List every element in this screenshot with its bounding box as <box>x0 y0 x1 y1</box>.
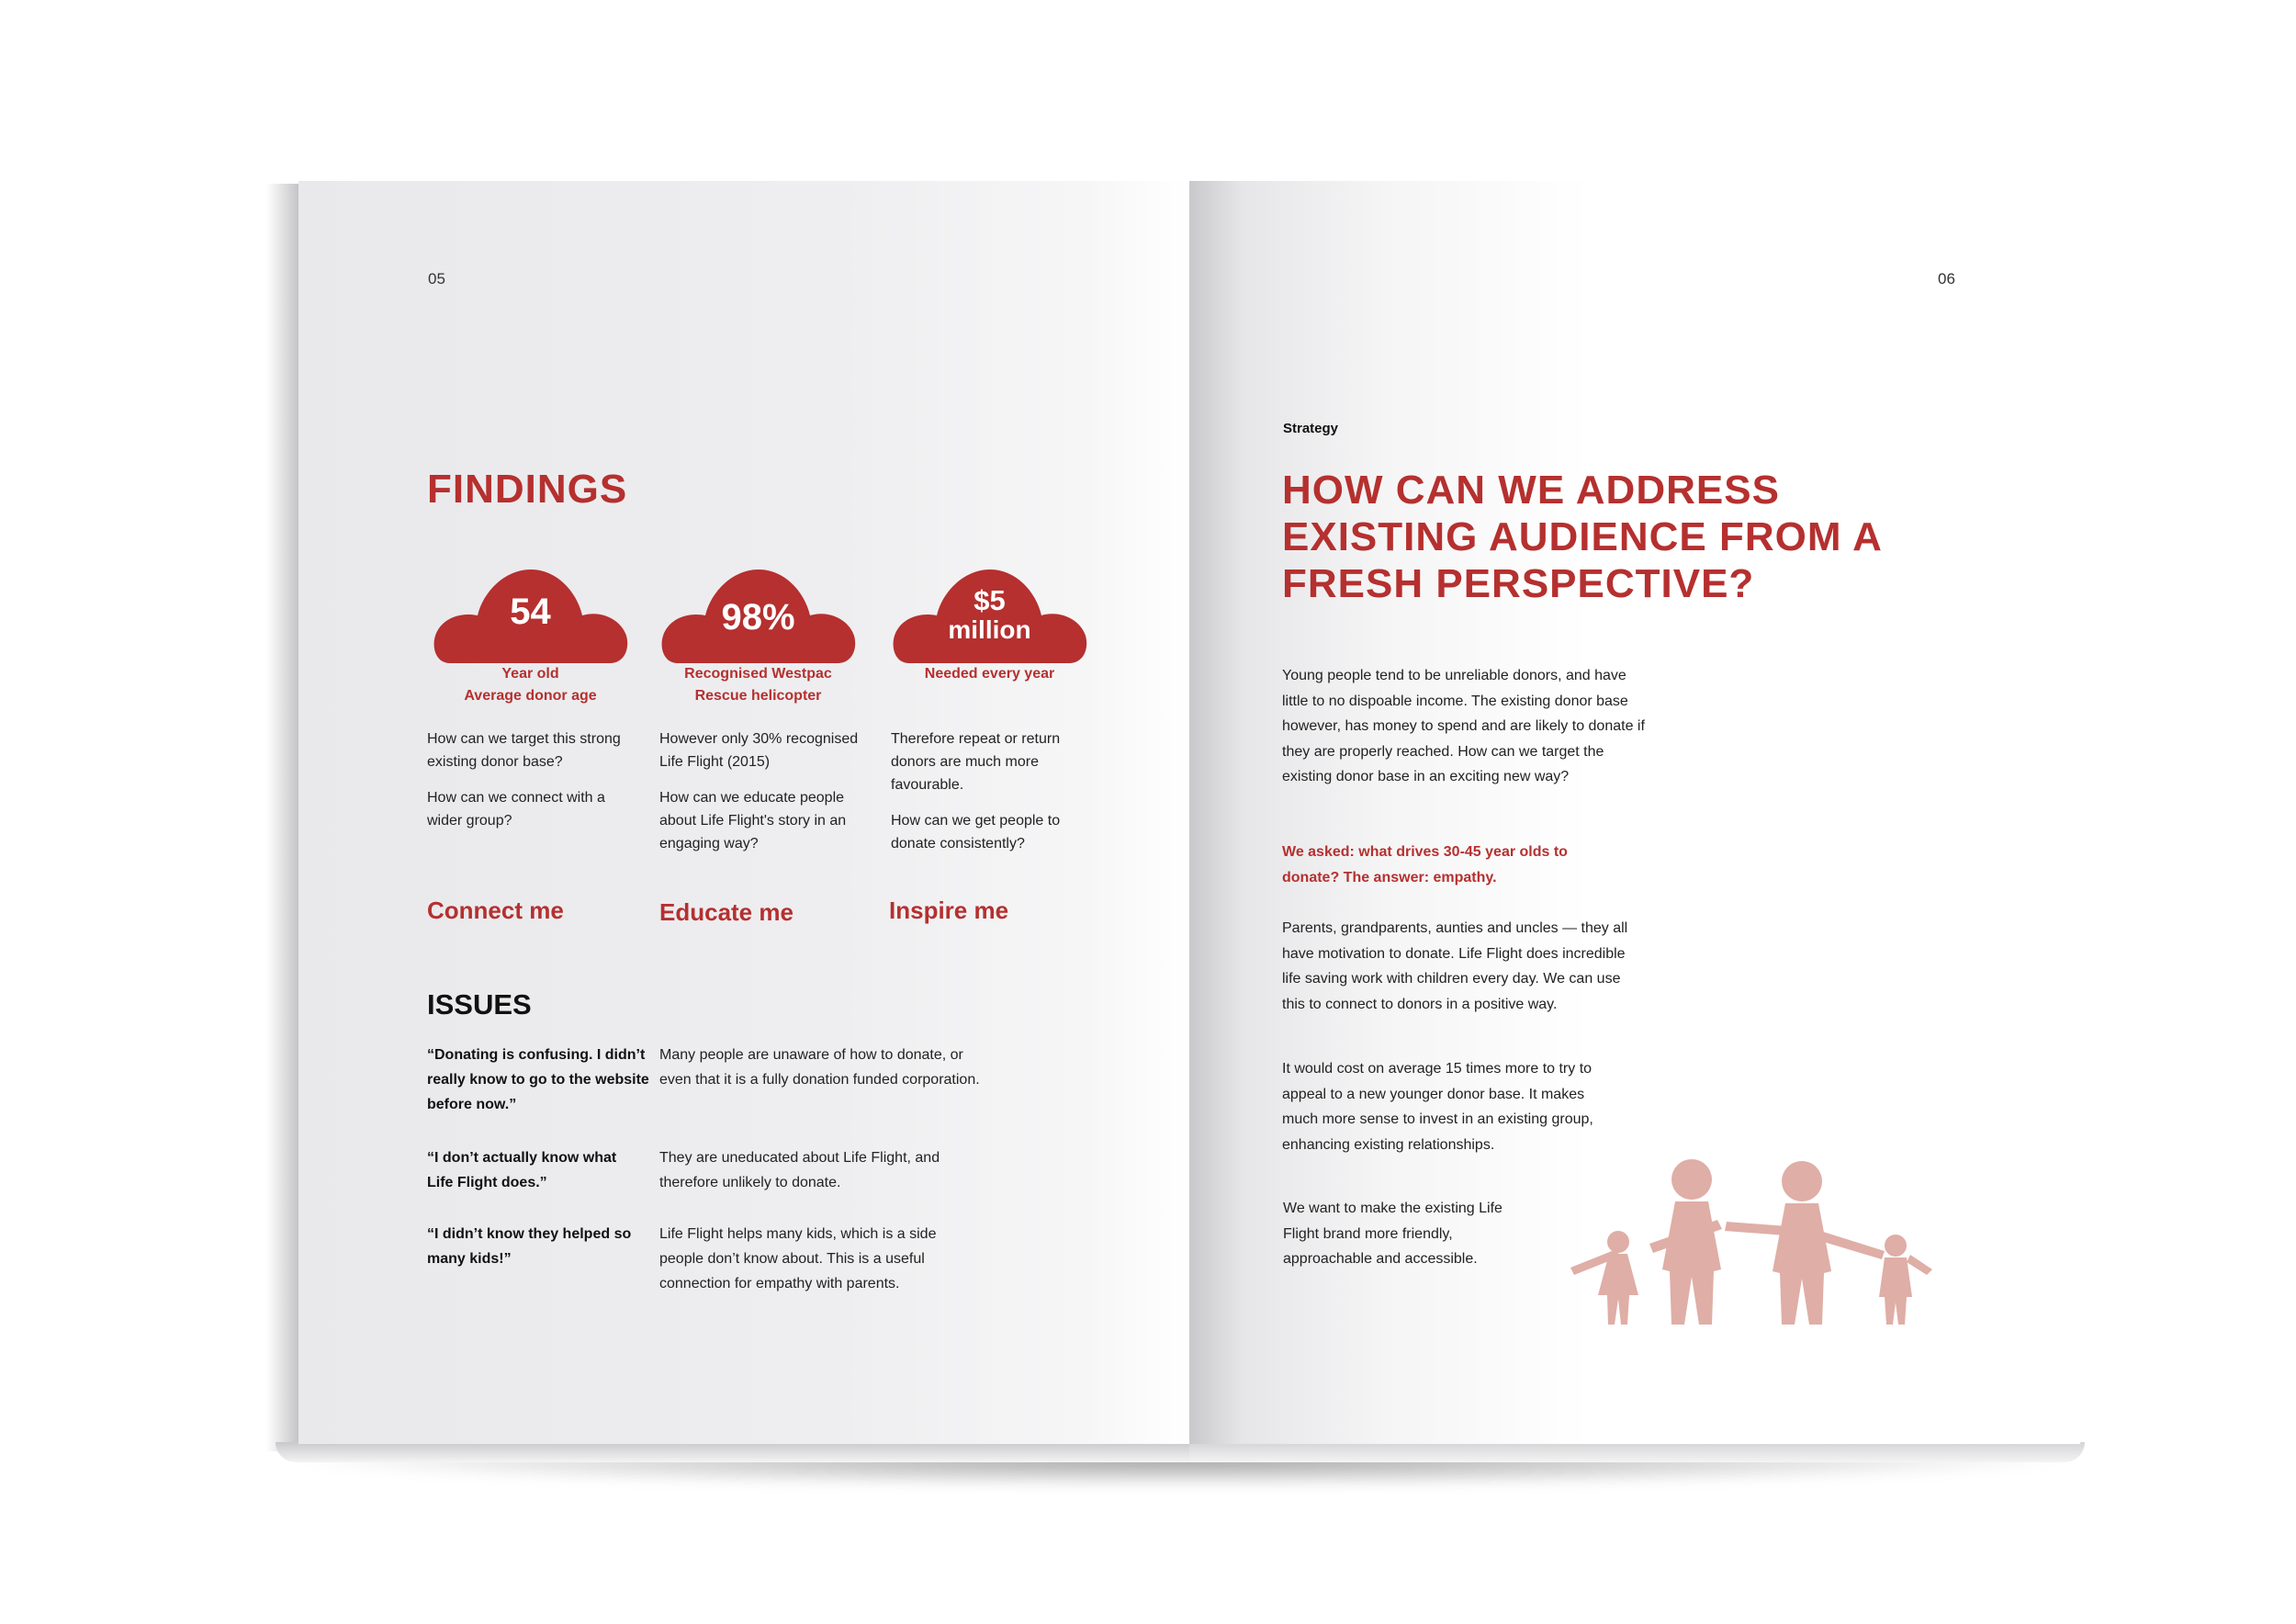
issue-quote: “I don’t actually know what Life Flight does.” <box>427 1150 617 1190</box>
page-number-right: 06 <box>1938 270 1955 288</box>
stat-body <box>659 727 875 868</box>
stat-body-para: How can we target this strong existing donor base? <box>427 731 621 770</box>
stat-value: 54 <box>510 592 551 632</box>
stat-body-para: How can we connect with a wider group? <box>427 790 605 829</box>
issue-text: Life Flight helps many kids, which is a side people don’t know about. This is a useful connection for empathy with parents. <box>659 1226 937 1291</box>
stat-body-para: However only 30% recognised Life Flight (2015) <box>659 731 859 770</box>
strategy-title: HOW CAN WE ADDRESS EXISTING AUDIENCE FROM A FRESH PERSPECTIVE? <box>1282 468 1882 606</box>
stat-value: 98% <box>721 597 795 637</box>
issue-text: Many people are unaware of how to donate, or even that it is a fully donation funded corporation. <box>659 1047 980 1088</box>
body-paragraph-1: Young people tend to be unreliable donors, and have little to no dispoable income. The existing donor base however, has money to spend and are likely to donate if they are properly reached. How can we target the existing donor base in an exciting new way? <box>1282 668 1645 784</box>
section-kicker: Strategy <box>1283 421 1339 436</box>
family-illustration <box>1561 1159 1933 1325</box>
stat-value: $5 <box>974 584 1006 616</box>
cta-connect-me: Connect me <box>427 897 564 924</box>
stat-label-line1: Needed every year <box>924 666 1055 682</box>
left-page-bottom-edge <box>276 1442 1194 1462</box>
stat-body <box>891 727 1107 868</box>
findings-title: FINDINGS <box>427 467 628 512</box>
stat-label <box>432 663 629 707</box>
page-number-left: 05 <box>428 270 445 288</box>
stat-body-para: How can we educate people about Life Flight's story in an engaging way? <box>659 790 847 851</box>
highlight-paragraph: We asked: what drives 30-45 year olds to donate? The answer: empathy. <box>1282 844 1568 885</box>
body-paragraph-2: Parents, grandparents, aunties and uncles — they all have motivation to donate. Life Flight does incredible life saving work with children every day. We can use this to connect to donors in a positive way. <box>1282 920 1628 1012</box>
left-page-edge <box>266 184 303 1451</box>
issues-title: ISSUES <box>427 988 532 1021</box>
body-paragraph-4: We want to make the existing Life Flight brand more friendly, approachable and accessible. <box>1283 1201 1503 1267</box>
stat-label-line1: Year old <box>501 666 559 682</box>
cta-inspire-me: Inspire me <box>889 897 1009 924</box>
stat-label-line1: Recognised Westpac <box>684 666 832 682</box>
stat-label <box>659 663 857 707</box>
stat-label <box>891 663 1088 685</box>
stat-body-para: How can we get people to donate consistently? <box>891 813 1061 851</box>
stat-value-unit: million <box>948 615 1031 644</box>
issue-quote: “I didn’t know they helped so many kids!” <box>427 1226 632 1267</box>
issue-quote: “Donating is confusing. I didn’t really know to go to the website before now.” <box>427 1047 649 1112</box>
stat-body <box>427 727 643 845</box>
stat-label-line2: Average donor age <box>464 688 597 704</box>
stat-label-line2: Rescue helicopter <box>694 688 822 704</box>
issue-text: They are uneducated about Life Flight, and therefore unlikely to donate. <box>659 1150 940 1190</box>
stat-body-para: Therefore repeat or return donors are much more favourable. <box>891 731 1061 793</box>
body-paragraph-3: It would cost on average 15 times more to try to appeal to a new younger donor base. It makes much more sense to invest in an existing group, enhancing existing relationships. <box>1282 1061 1593 1153</box>
right-page-bottom-edge <box>1189 1442 2085 1462</box>
cta-educate-me: Educate me <box>659 898 793 926</box>
